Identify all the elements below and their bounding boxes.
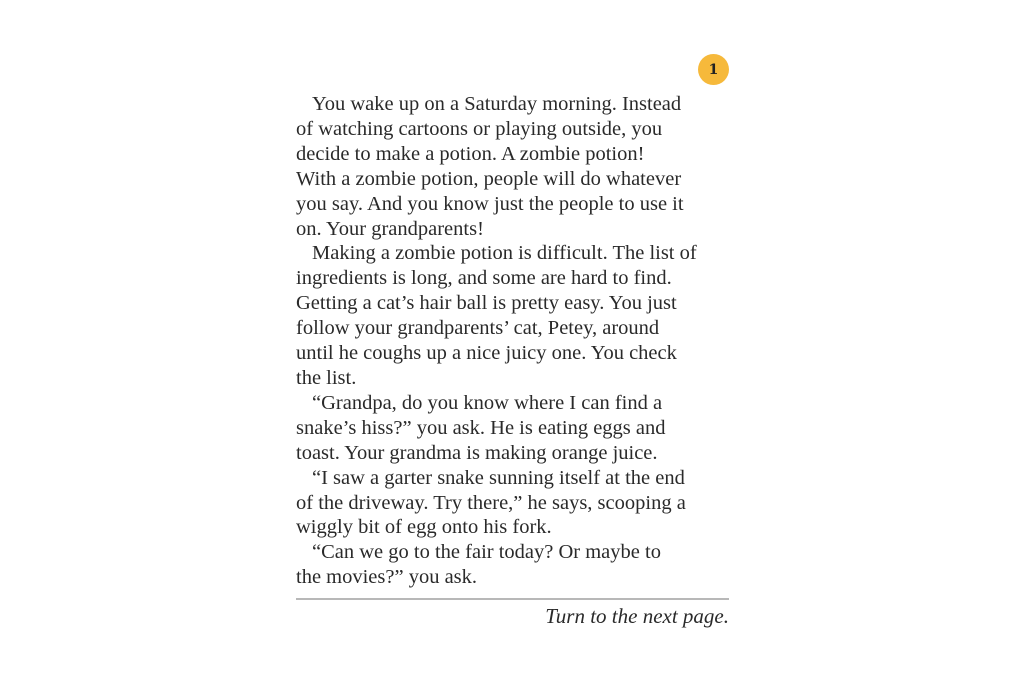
turn-page-prompt: Turn to the next page. [545,604,729,628]
paragraph [296,92,736,241]
paragraph [296,466,736,541]
text-line: on. Your grandparents! [296,217,484,240]
text-line: you say. And you know just the people to use it [296,192,684,215]
text-line: snake’s hiss?” you ask. He is eating eggs and [296,416,666,439]
text-line: follow your grandparents’ cat, Petey, around [296,317,660,340]
text-line: “Grandpa, do you know where I can find a [312,391,663,414]
paragraph [296,540,736,590]
paragraph [296,241,736,390]
text-line: toast. Your grandma is making orange juice. [296,441,658,464]
text-line: until he coughs up a nice juicy one. You check [296,342,677,365]
paragraph [296,391,736,466]
text-line: ingredients is long, and some are hard to find. [296,267,672,290]
text-line: You wake up on a Saturday morning. Instead [312,93,682,115]
text-line: “Can we go to the fair today? Or maybe to [312,541,661,564]
text-line: wiggly bit of egg onto his fork. [296,516,552,539]
text-line: the movies?” you ask. [296,566,478,589]
text-line: Getting a cat’s hair ball is pretty easy. You just [296,292,677,315]
text-line: the list. [296,366,357,389]
text-line: With a zombie potion, people will do whatever [296,167,682,190]
story-text [296,92,736,590]
page-number-badge [698,54,729,85]
text-line: Making a zombie potion is difficult. The list of [312,242,697,265]
text-line: of watching cartoons or playing outside, you [296,117,663,140]
text-line: decide to make a potion. A zombie potion! [296,142,645,165]
divider [296,598,729,600]
text-line: “I saw a garter snake sunning itself at the end [312,466,685,489]
page-number: 1 [708,61,719,78]
text-line: of the driveway. Try there,” he says, scooping a [296,491,686,514]
